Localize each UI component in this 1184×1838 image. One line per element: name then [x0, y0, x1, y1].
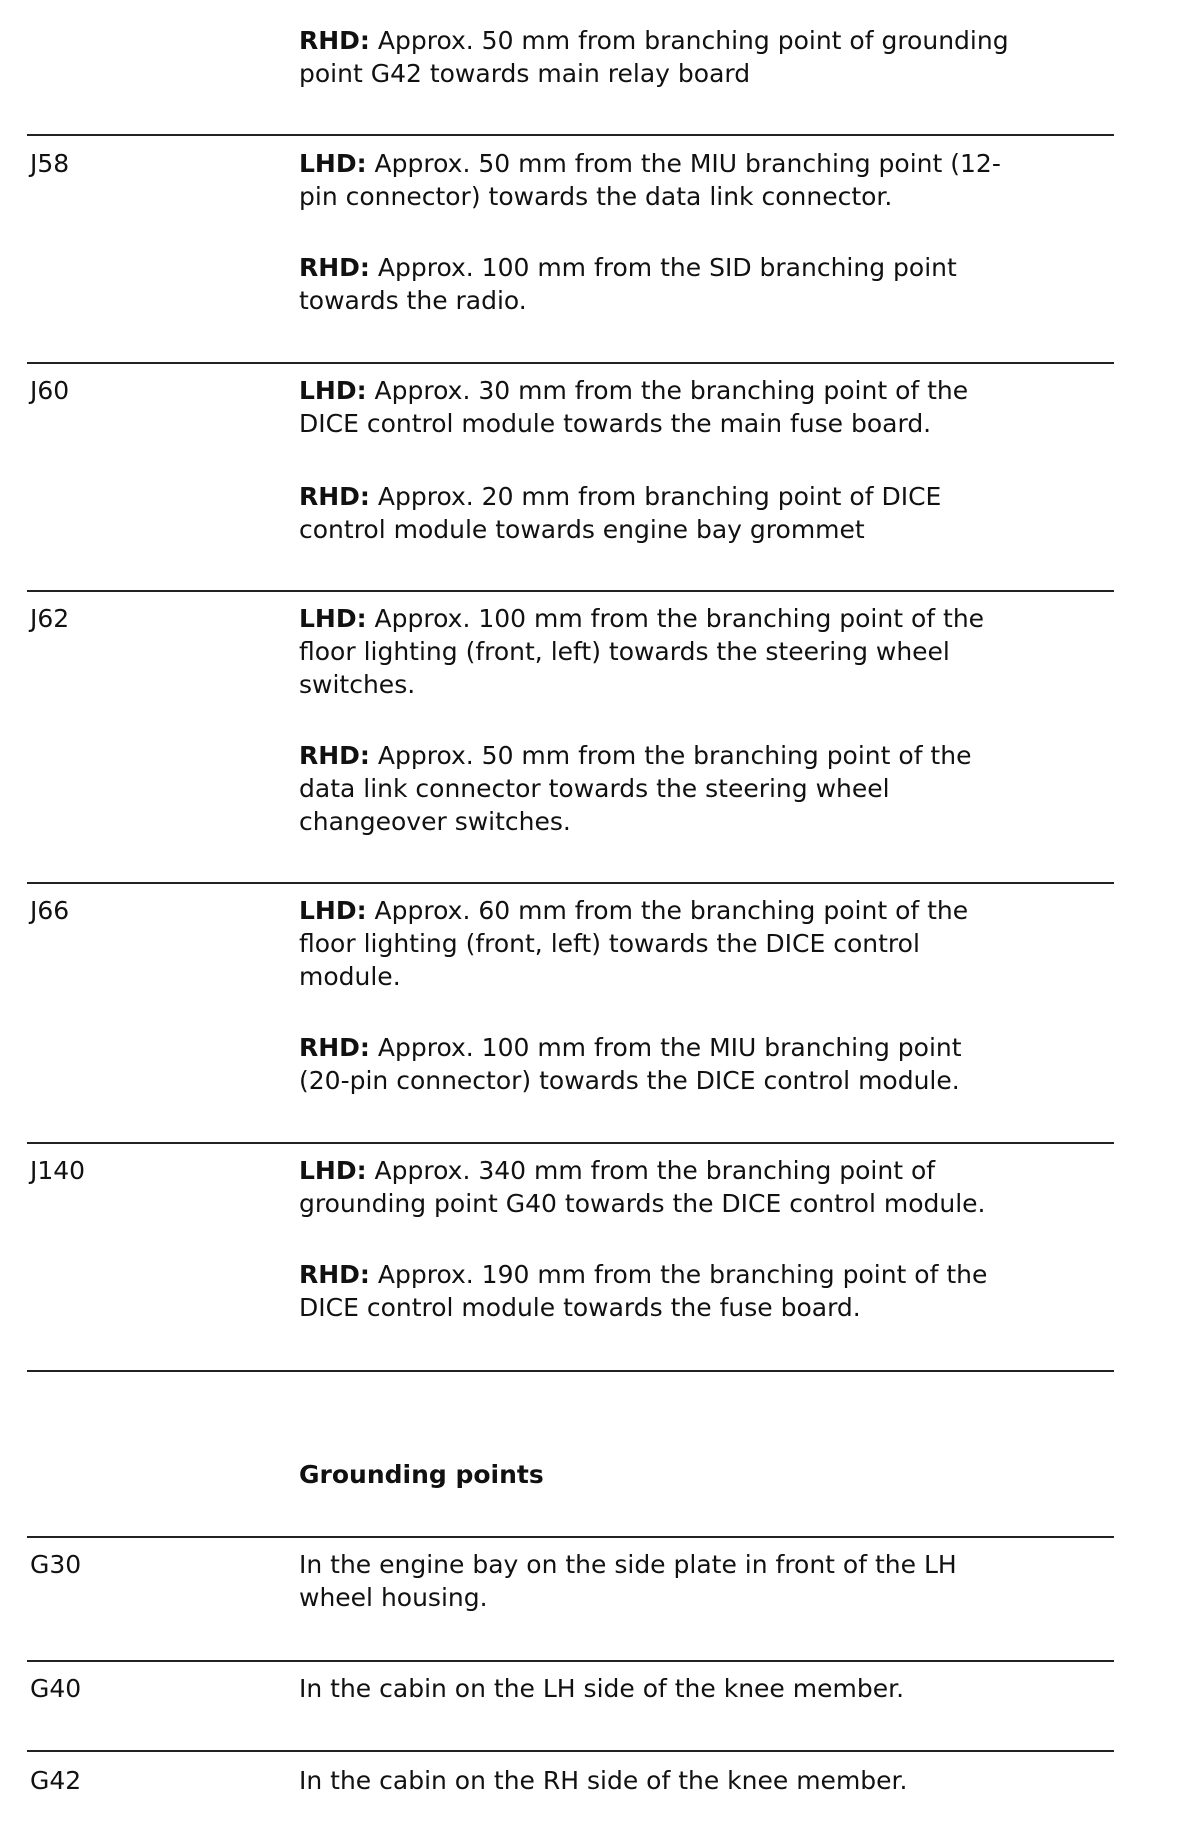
para-text: Approx. 100 mm from the MIU branching point [369, 1033, 962, 1062]
para-text: Approx. 100 mm from the SID branching point [369, 253, 957, 282]
table-divider [27, 1536, 1114, 1538]
row-1-para-0-line-0 [299, 147, 1001, 180]
table-divider [27, 1660, 1114, 1662]
para-label: RHD: [299, 253, 370, 282]
table-divider [27, 1750, 1114, 1752]
para-text: Approx. 100 mm from the branching point of the [366, 604, 985, 633]
row-0-para-0-line-1: point G42 towards main relay board [299, 59, 751, 88]
para-text: Approx. 50 mm from the MIU branching point (12- [366, 149, 1001, 178]
row-5-para-1-line-1: DICE control module towards the fuse board. [299, 1293, 861, 1322]
grounding-row-0-line-0: In the engine bay on the side plate in front of the LH [299, 1550, 957, 1579]
row-3-para-1-line-1: data link connector towards the steering wheel [299, 774, 890, 803]
row-0-para-0-line-0 [299, 24, 1009, 57]
row-4-para-1-line-0 [299, 1031, 962, 1064]
table-divider [27, 1142, 1114, 1144]
para-label: RHD: [299, 1033, 370, 1062]
row-3-para-1-line-2: changeover switches. [299, 807, 571, 836]
grounding-row-2-line-0: In the cabin on the RH side of the knee member. [299, 1766, 908, 1795]
para-label: LHD: [299, 604, 367, 633]
row-2-para-1-line-0 [299, 480, 941, 513]
para-label: RHD: [299, 741, 370, 770]
row-1-para-1-line-1: towards the radio. [299, 286, 527, 315]
para-label: RHD: [299, 482, 370, 511]
row-2-para-0-line-0 [299, 374, 968, 407]
para-text: Approx. 20 mm from branching point of DICE [369, 482, 942, 511]
para-label: LHD: [299, 149, 367, 178]
para-text: Approx. 340 mm from the branching point of [366, 1156, 936, 1185]
grounding-row-0-line-1: wheel housing. [299, 1583, 488, 1612]
row-2-para-0-line-1: DICE control module towards the main fuse board. [299, 409, 932, 438]
row-5-para-0-line-0 [299, 1154, 935, 1187]
row-3-para-1-line-0 [299, 739, 971, 772]
para-text: Approx. 30 mm from the branching point of the [366, 376, 969, 405]
row-id-g40: G40 [30, 1674, 82, 1703]
para-label: LHD: [299, 376, 367, 405]
row-4-para-0-line-0 [299, 894, 968, 927]
row-1-para-1-line-0 [299, 251, 957, 284]
table-divider [27, 882, 1114, 884]
row-4-para-1-line-1: (20-pin connector) towards the DICE control module. [299, 1066, 960, 1095]
row-4-para-0-line-2: module. [299, 962, 401, 991]
row-5-para-1-line-0 [299, 1258, 987, 1291]
para-label: LHD: [299, 1156, 367, 1185]
grounding-points-heading: Grounding points [299, 1460, 544, 1489]
row-id-g42: G42 [30, 1766, 82, 1795]
row-id-j66: J66 [30, 896, 70, 925]
row-3-para-0-line-0 [299, 602, 984, 635]
row-id-j58: J58 [30, 149, 70, 178]
row-2-para-1-line-1: control module towards engine bay grommet [299, 515, 865, 544]
row-3-para-0-line-2: switches. [299, 670, 416, 699]
grounding-row-1-line-0: In the cabin on the LH side of the knee member. [299, 1674, 905, 1703]
row-id-g30: G30 [30, 1550, 82, 1579]
table-divider [27, 134, 1114, 136]
para-text: Approx. 50 mm from branching point of grounding [369, 26, 1009, 55]
row-id-j140: J140 [30, 1156, 86, 1185]
table-divider [27, 1370, 1114, 1372]
table-divider [27, 362, 1114, 364]
row-id-j62: J62 [30, 604, 70, 633]
para-label: RHD: [299, 1260, 370, 1289]
para-text: Approx. 50 mm from the branching point of the [369, 741, 972, 770]
para-text: Approx. 190 mm from the branching point of the [369, 1260, 988, 1289]
para-text: Approx. 60 mm from the branching point of the [366, 896, 969, 925]
para-label: RHD: [299, 26, 370, 55]
row-1-para-0-line-1: pin connector) towards the data link connector. [299, 182, 893, 211]
row-id-j60: J60 [30, 376, 70, 405]
row-3-para-0-line-1: floor lighting (front, left) towards the steering wheel [299, 637, 950, 666]
row-4-para-0-line-1: floor lighting (front, left) towards the DICE control [299, 929, 920, 958]
para-label: LHD: [299, 896, 367, 925]
table-divider [27, 590, 1114, 592]
row-5-para-0-line-1: grounding point G40 towards the DICE control module. [299, 1189, 986, 1218]
